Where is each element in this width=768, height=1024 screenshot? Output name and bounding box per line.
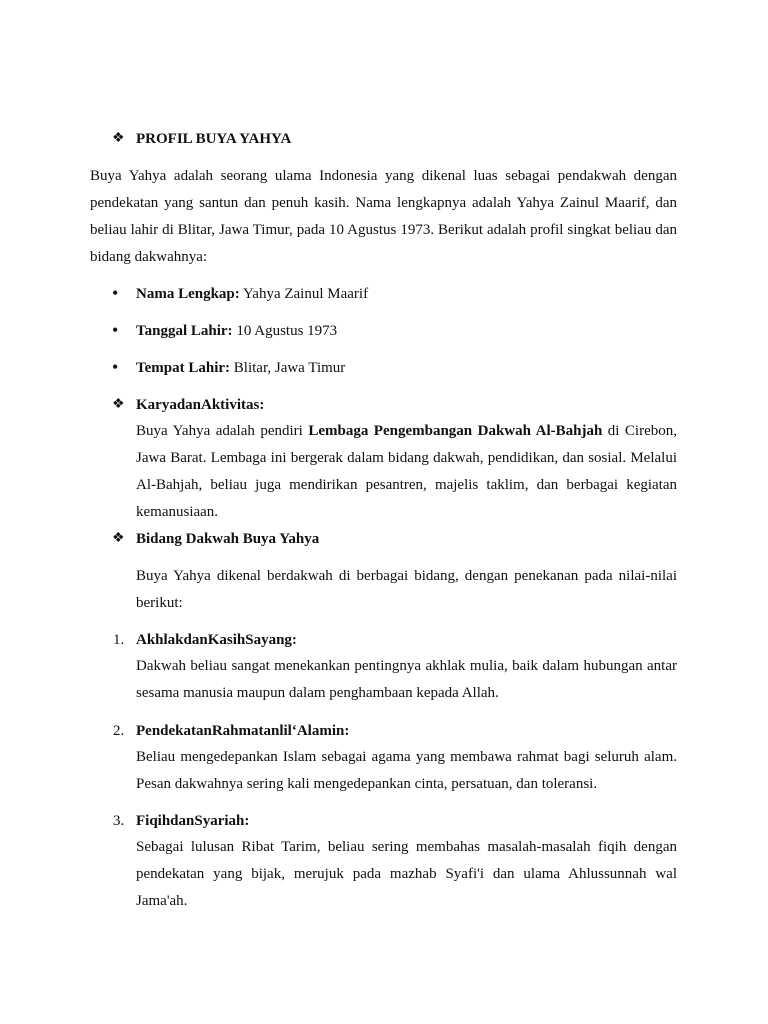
karya-text-before: Buya Yahya adalah pendiri: [136, 423, 309, 439]
diamond-bullet-icon: ❖: [112, 397, 125, 412]
list-number: 3.: [113, 813, 125, 829]
numbered-item-text: Sebagai lulusan Ribat Tarim, beliau sering membahas masalah-masalah fiqih dengan pendekatan yang bijak, merujuk pada mazhab Syafi'i dan ulama Ahlussunnah wal Jama'ah.: [136, 839, 677, 909]
profile-item-label: Tanggal Lahir:: [136, 323, 233, 339]
karya-text-after: di Cirebon, Jawa Barat. Lembaga ini bergerak dalam bidang dakwah, pendidikan, dan sosial. Melalui Al-Bahjah, beliau juga mendirikan pesantren, majelis taklim, dan berbagai kegiatan kemanusiaan.: [136, 423, 677, 520]
page-title: PROFIL BUYA YAHYA: [136, 131, 292, 147]
numbered-item-text: Beliau mengedepankan Islam sebagai agama yang membawa rahmat bagi seluruh alam. Pesan dakwahnya sering kali mengedepankan cinta, persatuan, dan toleransi.: [136, 749, 677, 792]
bidang-intro-paragraph: Buya Yahya dikenal berdakwah di berbagai bidang, dengan penekanan pada nilai-nilai berikut:: [136, 568, 677, 611]
profile-item-birthdate: [136, 321, 337, 341]
bullet-icon: •: [112, 283, 119, 303]
numbered-item-text: Dakwah beliau sangat menekankan pentingnya akhlak mulia, baik dalam hubungan antar sesama manusia maupun dalam penghambaan kepada Allah.: [136, 658, 677, 701]
karya-paragraph: [136, 418, 677, 526]
diamond-bullet-icon: ❖: [112, 131, 125, 146]
list-number: 1.: [113, 632, 125, 648]
karya-org-name: Lembaga Pengembangan Dakwah Al-Bahjah: [308, 423, 603, 439]
profile-item-label: Nama Lengkap:: [136, 286, 240, 302]
numbered-item-heading: AkhlakdanKasihSayang:: [136, 632, 297, 648]
numbered-item-heading: FiqihdanSyariah:: [136, 813, 250, 829]
profile-item-value: Yahya Zainul Maarif: [242, 286, 369, 302]
bullet-icon: •: [112, 357, 119, 377]
profile-item-label: Tempat Lahir:: [136, 360, 231, 376]
profile-item-name: [136, 284, 368, 304]
list-number: 2.: [113, 723, 125, 739]
numbered-item-heading: PendekatanRahmatanlil‘Alamin:: [136, 723, 350, 739]
section-heading-bidang: Bidang Dakwah Buya Yahya: [136, 531, 320, 547]
bullet-icon: •: [112, 320, 119, 340]
profile-item-value: 10 Agustus 1973: [236, 323, 338, 339]
section-heading-karya: KaryadanAktivitas:: [136, 397, 265, 413]
intro-paragraph: Buya Yahya adalah seorang ulama Indonesia yang dikenal luas sebagai pendakwah dengan pendekatan yang santun dan penuh kasih. Nama lengkapnya adalah Yahya Zainul Maarif, dan beliau lahir di Blitar, Jawa Timur, pada 10 Agustus 1973. Berikut adalah profil singkat beliau dan bidang dakwahnya:: [90, 168, 677, 265]
profile-item-birthplace: [136, 358, 345, 378]
diamond-bullet-icon: ❖: [112, 531, 125, 546]
profile-item-value: Blitar, Jawa Timur: [233, 360, 346, 376]
